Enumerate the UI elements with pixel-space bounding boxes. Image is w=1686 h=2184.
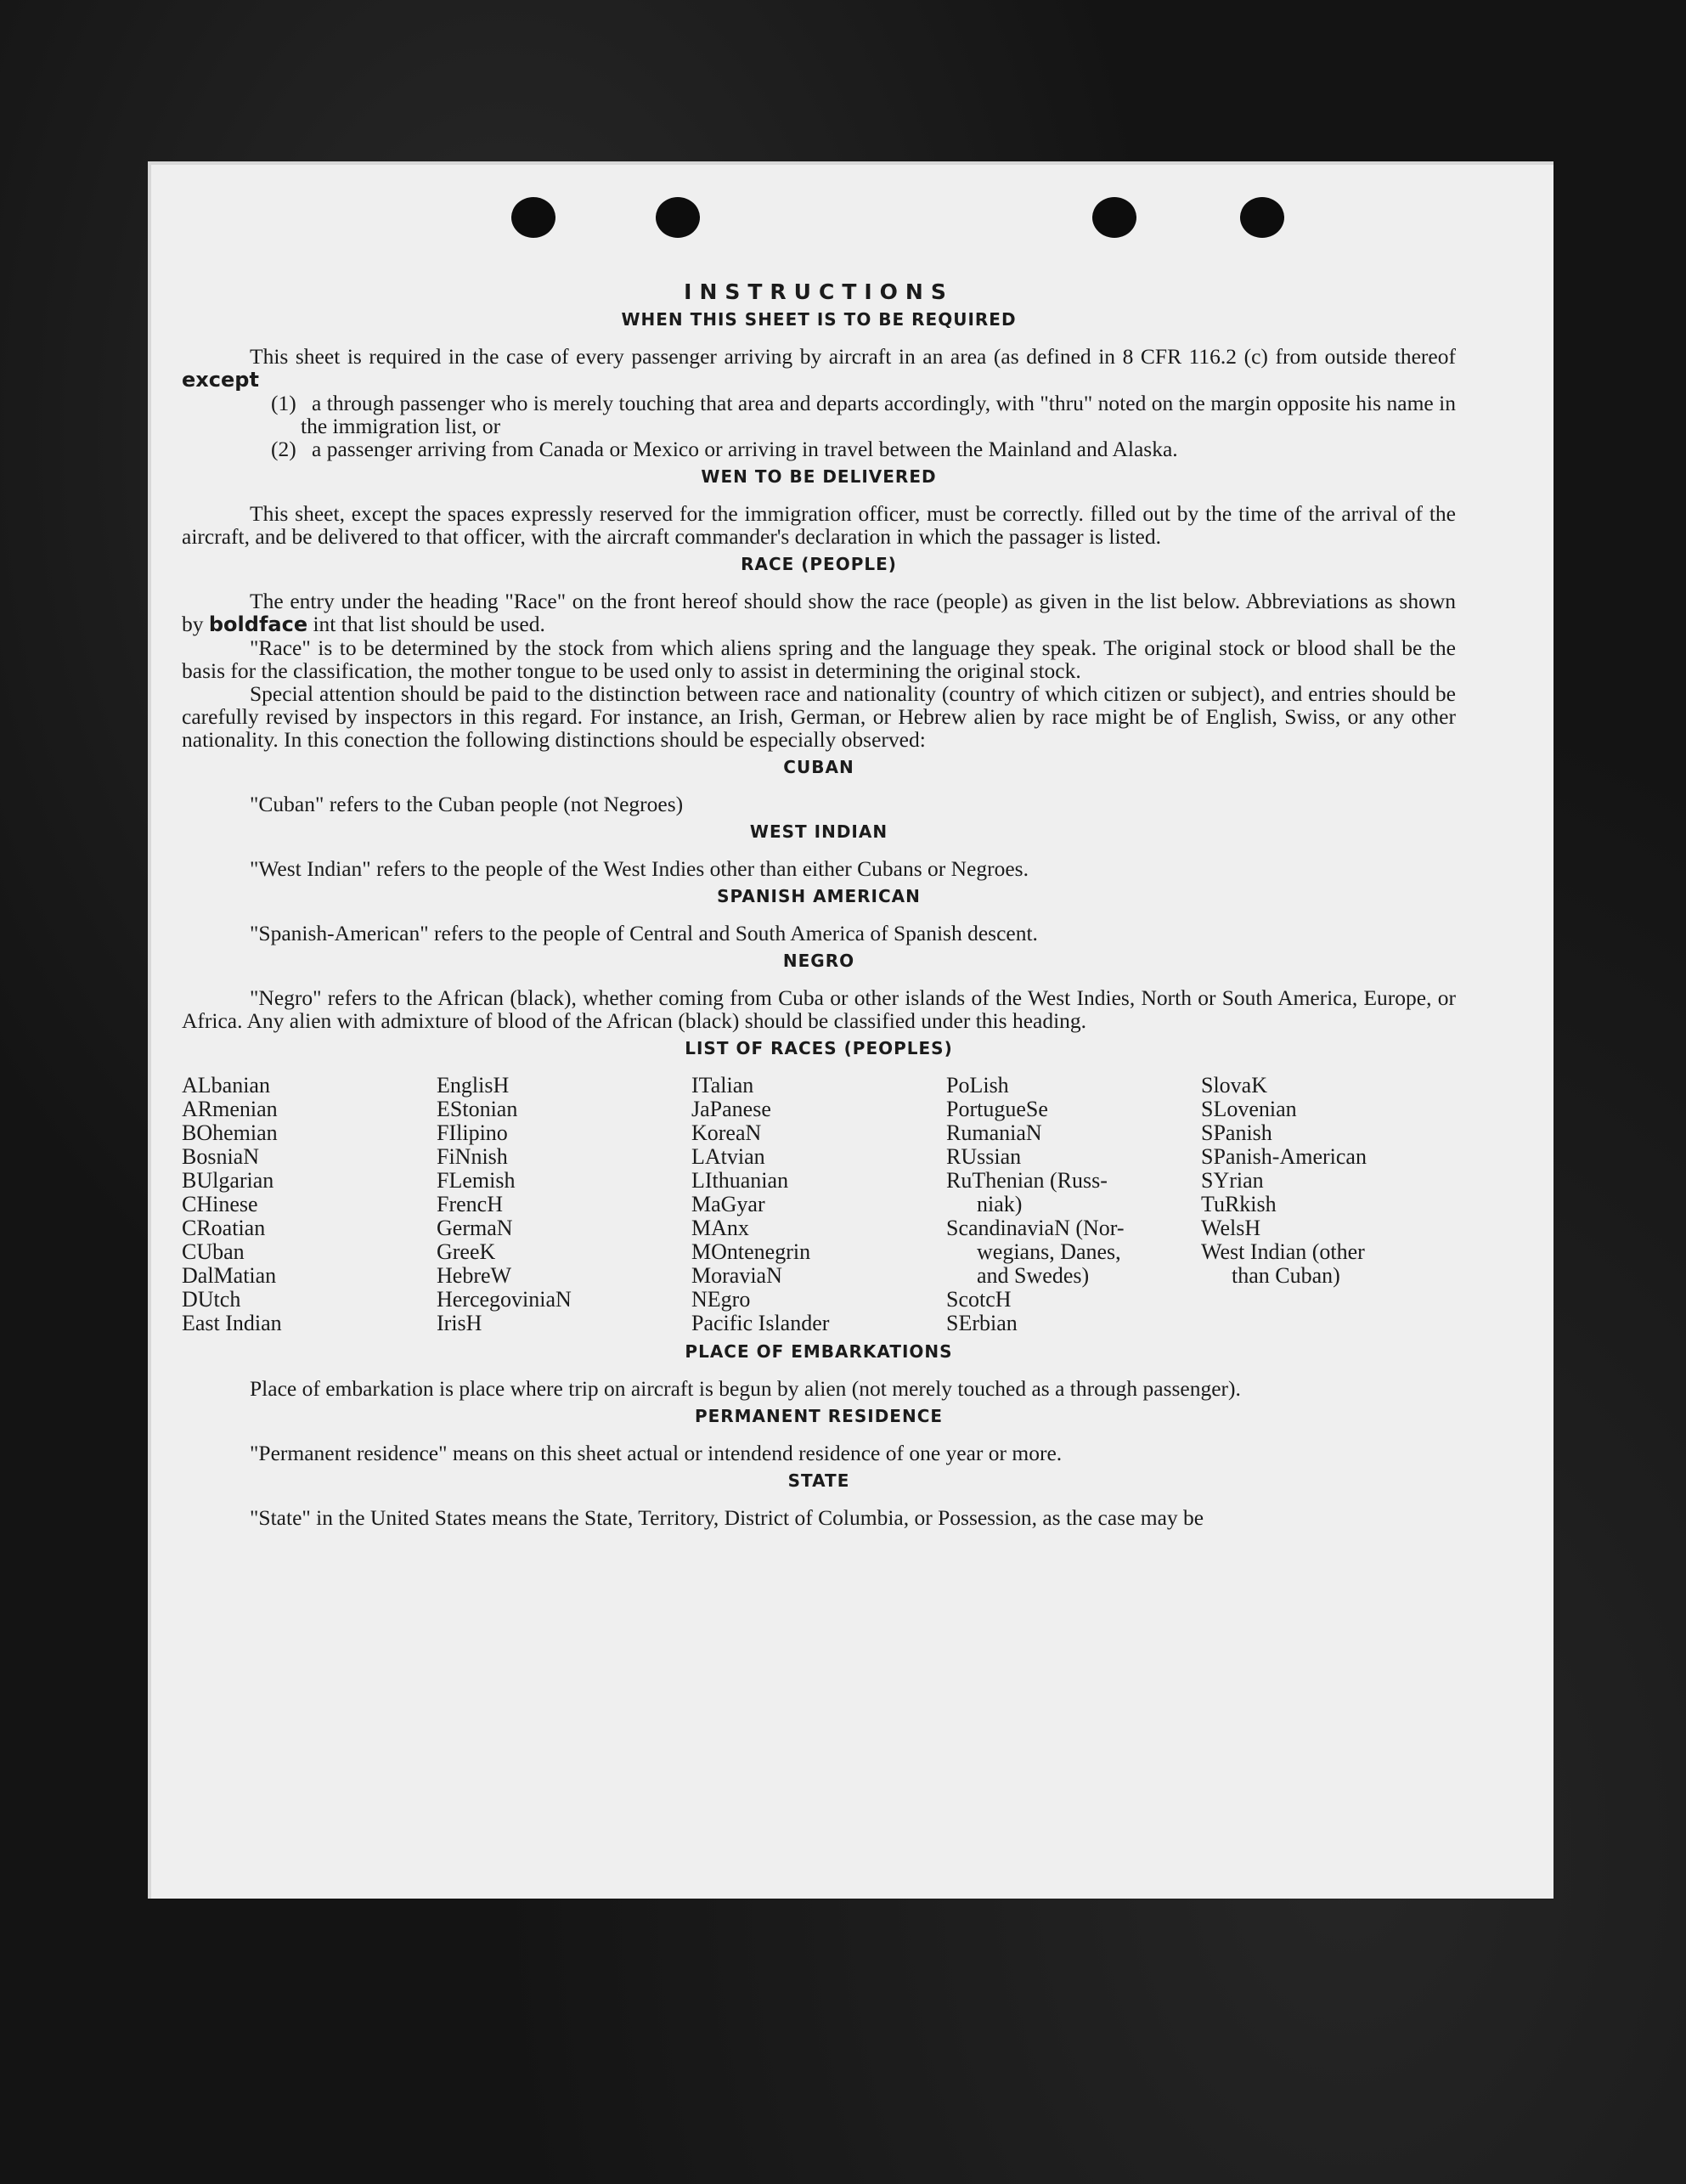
race-p1-a: The entry under the heading "Race" on the front hereof should show the race (people) as given in the list below. Abbreviations as shown by [182,589,1456,636]
list-item: MaGyar [691,1192,765,1216]
heading-negro: NEGRO [782,951,855,971]
when-required-intro: This sheet is required in the case of every passenger arriving by aircraft in an area (as defined in 8 CFR 116.2 (c) from outside thereof [250,344,1456,369]
list-item: KoreaN [691,1120,762,1145]
list-item: and Swedes) [977,1263,1090,1288]
list-item: LIthuanian [691,1168,789,1193]
list-item: DUtch [182,1287,241,1312]
list-item [271,392,1456,437]
list-item: East Indian [182,1311,282,1335]
heading-west-indian: WEST INDIAN [749,821,888,842]
item-text: a passenger arriving from Canada or Mexico or arriving in travel between the Mainland and Alaska. [312,437,1178,461]
heading-spanish-american: SPANISH AMERICAN [717,886,921,906]
paragraph-negro: "Negro" refers to the African (black), whether coming from Cuba or other islands of the West Indies, North or South America, Europe, or Africa. Any alien with admixture of blood of the African (black) should be classified under this heading. [182,985,1456,1033]
list-item: ALbanian [182,1073,270,1098]
list-item: EStonian [437,1097,518,1121]
heading-list-of-races: LIST OF RACES (PEOPLES) [685,1038,953,1058]
paragraph-race-2: "Race" is to be determined by the stock from which aliens spring and the language they speak. The original stock or blood shall be the basis for the classification, the mother tongue to be used only to assist in determining the original stock. [182,635,1456,683]
paragraph-west-indian: "West Indian" refers to the people of the West Indies other than either Cubans or Negroes. [250,856,1029,881]
races-column [946,1074,1201,1335]
punch-hole [656,197,700,238]
list-item: RuThenian (Russ- [946,1168,1108,1193]
list-item: SErbian [946,1311,1018,1335]
heading-permanent-residence: PERMANENT RESIDENCE [694,1406,944,1426]
list-item: FrencH [437,1192,503,1216]
list-item: BUlgarian [182,1168,274,1193]
list-item: CRoatian [182,1216,266,1240]
list-item: MoraviaN [691,1263,782,1288]
list-item: SPanish-American [1201,1144,1367,1169]
paragraph-spanish-american: "Spanish-American" refers to the people of Central and South America of Spanish descent. [250,921,1038,945]
instructions-content [182,280,1456,1529]
list-item: ITalian [691,1073,754,1098]
paragraph-race-3: Special attention should be paid to the distinction between race and nationality (country of which citizen or subject), and entries should be carefully revised by inspectors in this regard. For instance, an Irish, German, or Hebrew alien by race might be of English, Swiss, or any other nationality. In this conection the following distinctions should be especially observed: [182,681,1456,752]
paragraph-race-1 [182,590,1456,636]
list-item: FiNnish [437,1144,508,1169]
races-list [182,1074,1456,1335]
document-sheet [148,161,1553,1899]
heading-when-delivered: WEN TO BE DELIVERED [701,466,937,487]
list-item: CUban [182,1239,245,1264]
heading-state: STATE [787,1470,850,1491]
punch-hole [1240,197,1284,238]
punch-hole [1092,197,1136,238]
list-item: WelsH [1201,1216,1261,1240]
list-item: GreeK [437,1239,496,1264]
list-item: MOntenegrin [691,1239,811,1264]
races-column [1201,1074,1456,1335]
heading-cuban: CUBAN [783,757,854,777]
paragraph-embarkation: Place of embarkation is place where trip on aircraft is begun by alien (not merely touched as a through passenger). [250,1376,1241,1401]
list-item: RUssian [946,1144,1022,1169]
list-item: HercegoviniaN [437,1287,572,1312]
list-item: BosniaN [182,1144,259,1169]
list-item: West Indian (other [1201,1239,1365,1264]
list-item: BOhemian [182,1120,278,1145]
heading-embarkation: PLACE OF EMBARKATIONS [685,1341,953,1362]
list-item: PortugueSe [946,1097,1048,1121]
list-item: FLemish [437,1168,516,1193]
paragraph-cuban: "Cuban" refers to the Cuban people (not Negroes) [250,792,684,816]
paragraph-permanent-residence: "Permanent residence" means on this sheet actual or intendend residence of one year or more. [250,1441,1063,1465]
list-item: FIlipino [437,1120,508,1145]
list-item: SPanish [1201,1120,1272,1145]
list-item: ARmenian [182,1097,278,1121]
list-item [271,437,1456,460]
list-item: HebreW [437,1263,512,1288]
paragraph-state: "State" in the United States means the State, Territory, District of Columbia, or Possession, as the case may be [250,1505,1204,1530]
item-number: (2) [271,437,296,461]
races-column [437,1074,691,1335]
races-column [691,1074,946,1335]
punch-hole [511,197,555,238]
boldface-bold: boldface [208,612,308,636]
list-item: JaPanese [691,1097,771,1121]
list-item: than Cuban) [1232,1263,1340,1288]
list-item: Pacific Islander [691,1311,830,1335]
race-p1-b: int that list should be used. [313,612,545,636]
list-item: SLovenian [1201,1097,1297,1121]
list-item: wegians, Danes, [977,1239,1121,1264]
list-item: CHinese [182,1192,258,1216]
list-item: PoLish [946,1073,1009,1098]
paragraph-when-delivered: This sheet, except the spaces expressly reserved for the immigration officer, must be correctly. filled out by the time of the arrival of the aircraft, and be delivered to that officer, with the aircraft commander's declaration in which the passager is listed. [182,501,1456,549]
list-item: SYrian [1201,1168,1264,1193]
list-item: MAnx [691,1216,749,1240]
paragraph-when-required [182,345,1456,392]
list-item: EnglisH [437,1073,510,1098]
item-text: a through passenger who is merely touching that area and departs accordingly, with "thru" noted on the margin opposite his name in the immigration list, or [301,391,1456,438]
list-item: niak) [977,1192,1023,1216]
list-item: TuRkish [1201,1192,1277,1216]
list-item: SlovaK [1201,1073,1267,1098]
list-item: GermaN [437,1216,513,1240]
list-item: NEgro [691,1287,751,1312]
heading-when-required: WHEN THIS SHEET IS TO BE REQUIRED [621,309,1017,330]
races-column [182,1074,437,1335]
list-item: ScotcH [946,1287,1012,1312]
page-title: INSTRUCTIONS [684,279,954,304]
list-item: ScandinaviaN (Nor- [946,1216,1125,1240]
list-item: LAtvian [691,1144,765,1169]
list-item: IrisH [437,1311,482,1335]
list-item: DalMatian [182,1263,277,1288]
list-item: RumaniaN [946,1120,1042,1145]
heading-race: RACE (PEOPLE) [741,554,897,574]
item-number: (1) [271,391,296,415]
except-bold: except [182,368,259,392]
